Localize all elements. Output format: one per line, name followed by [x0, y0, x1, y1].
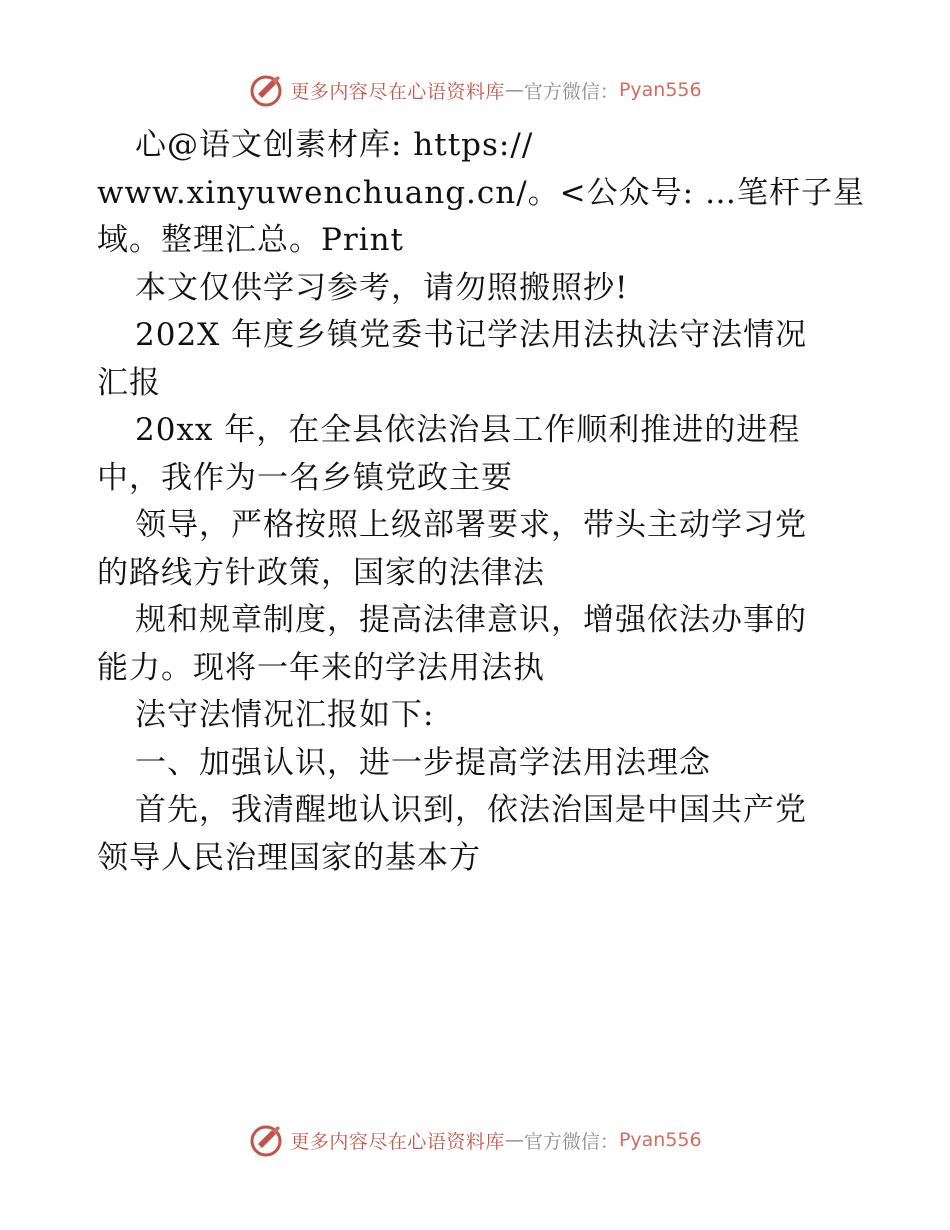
writing-hand-logo-icon: [248, 1122, 284, 1158]
header-watermark: [0, 70, 950, 110]
text-line: 本文仅供学习参考，请勿照搬照抄!: [135, 269, 629, 306]
writing-hand-logo-icon: [248, 72, 284, 108]
text-line: 领导人民治理国家的基本方: [97, 839, 481, 876]
text-line: 首先，我清醒地认识到，依法治国是中国共产党: [135, 792, 807, 828]
footer-watermark: [0, 1120, 950, 1160]
text-line: 20xx 年，在全县依法治县工作顺利推进的进程: [135, 412, 801, 448]
watermark-account: Pyan556: [618, 1129, 702, 1151]
watermark-dash: —: [504, 1129, 524, 1151]
document-body: [97, 122, 877, 882]
text-line: www.xinyuwenchuang.cn/。<公众号: …笔杆子星: [97, 174, 865, 211]
watermark-site-text: 更多内容尽在心语资料库: [290, 1130, 505, 1153]
document-title-line: 202X 年度乡镇党委书记学法用法执法守法情况: [135, 317, 808, 353]
watermark-wechat-label: 官方微信：: [523, 1130, 619, 1153]
watermark-dash: —: [504, 79, 524, 101]
watermark-site-text: 更多内容尽在心语资料库: [290, 80, 505, 103]
document-title-line: 汇报: [97, 364, 161, 401]
text-line: 规和规章制度，提高法律意识，增强依法办事的: [135, 602, 807, 638]
text-line: 域。整理汇总。Print: [97, 222, 405, 258]
text-line: 法守法情况汇报如下:: [135, 697, 435, 733]
text-line: 的路线方针政策，国家的法律法: [97, 554, 545, 591]
text-line: 能力。现将一年来的学法用法执: [97, 649, 545, 686]
watermark-wechat-label: 官方微信：: [523, 80, 619, 103]
text-line: 领导，严格按照上级部署要求，带头主动学习党: [135, 507, 807, 543]
section-heading: 一、加强认识，进一步提高学法用法理念: [135, 744, 711, 781]
text-line: 中，我作为一名乡镇党政主要: [97, 459, 513, 496]
watermark-account: Pyan556: [618, 79, 702, 101]
text-line: 心@语文创素材库: https://: [135, 127, 534, 163]
